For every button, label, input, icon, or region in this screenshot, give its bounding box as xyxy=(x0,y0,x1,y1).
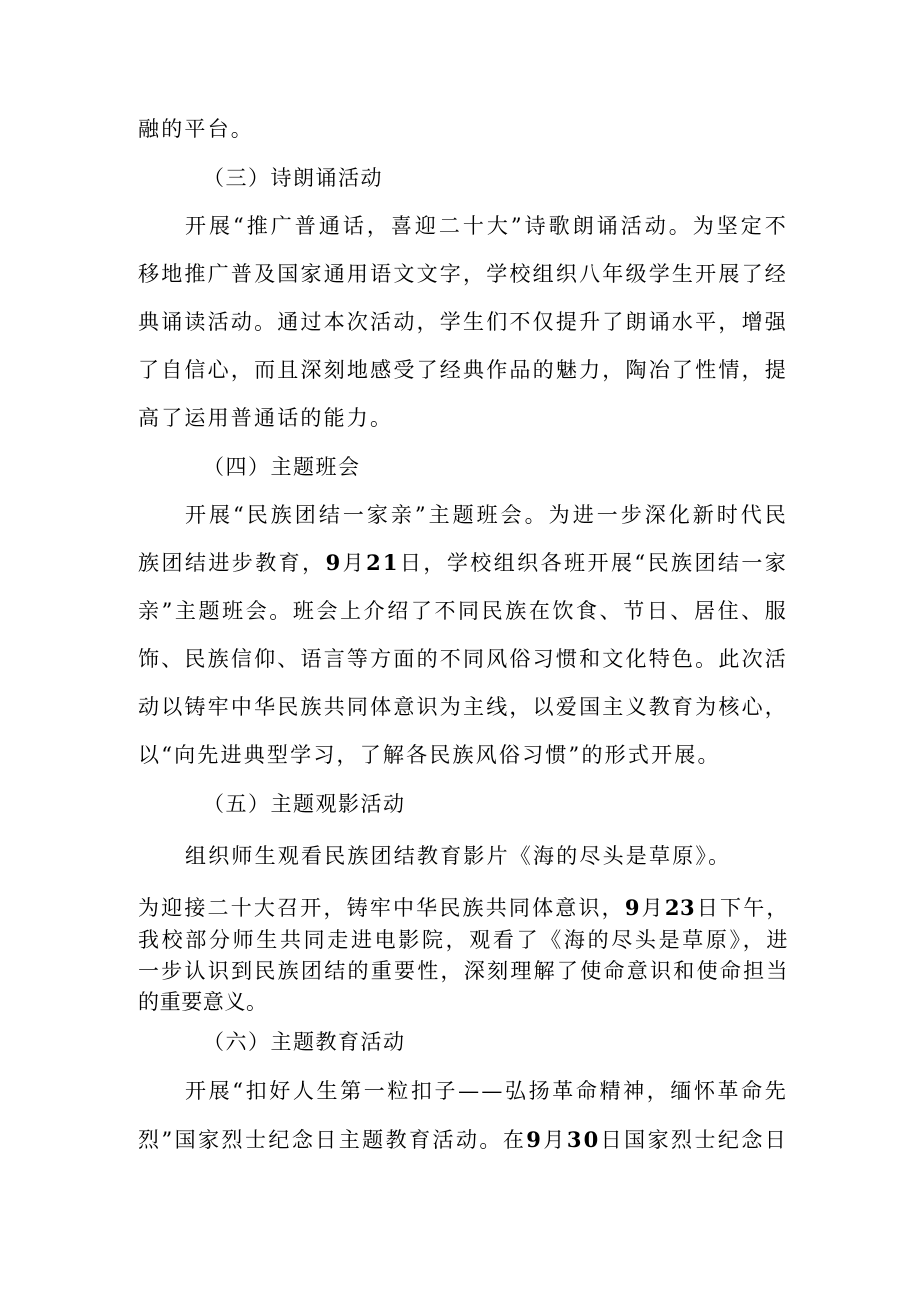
section-three-line-3: 典诵读活动。通过本次活动，学生们不仅提升了朗诵水平，增强 xyxy=(138,310,788,334)
section-four-line-2 xyxy=(138,548,788,578)
section-four-line-5: 动以铸牢中华民族共同体意识为主线，以爱国主义教育为核心， xyxy=(138,695,788,719)
section-six-heading: （六）主题教育活动 xyxy=(203,1030,406,1054)
section-three-line-4: 了自信心，而且深刻地感受了经典作品的魅力，陶冶了性情，提 xyxy=(138,358,788,382)
section-three-line-2: 移地推广普及国家通用语文文字，学校组织八年级学生开展了经 xyxy=(138,262,788,286)
section-five-line-1: 组织师生观看民族团结教育影片《海的尽头是草原》。 xyxy=(185,844,732,868)
paragraph-tail-line: 融的平台。 xyxy=(138,117,254,141)
section-four-line-2-text-a: 族团结进步教育， xyxy=(138,551,326,575)
section-four-line-2-text-c: 日，学校组织各班开展“民族团结一家 xyxy=(399,551,788,575)
section-six-day-number: 30 xyxy=(566,1127,601,1152)
section-four-line-6: 以“向先进典型学习，了解各民族风俗习惯”的形式开展。 xyxy=(138,743,721,767)
section-three-heading: （三）诗朗诵活动 xyxy=(203,166,383,190)
section-three-line-5: 高了运用普通话的能力。 xyxy=(138,406,394,430)
section-five-line-2 xyxy=(138,893,788,923)
section-four-heading: （四）主题班会 xyxy=(203,455,361,479)
section-six-line-2-text-a: 烈”国家烈士纪念日主题教育活动。在 xyxy=(138,1128,527,1152)
section-four-line-4: 饰、民族信仰、语言等方面的不同风俗习惯和文化特色。此次活 xyxy=(138,647,788,671)
section-four-line-1: 开展“民族团结一家亲”主题班会。为进一步深化新时代民 xyxy=(185,503,788,527)
section-four-line-3: 亲”主题班会。班会上介绍了不同民族在饮食、节日、居住、服 xyxy=(138,599,788,623)
section-six-line-2 xyxy=(138,1125,788,1155)
section-five-line-2-text-c: 日下午， xyxy=(695,896,788,920)
section-five-line-3: 我校部分师生共同走进电影院，观看了《海的尽头是草原》，进 xyxy=(138,928,788,952)
section-five-month-char: 月 xyxy=(640,896,665,920)
section-three-line-1: 开展“推广普通话，喜迎二十大”诗歌朗诵活动。为坚定不 xyxy=(185,214,788,238)
section-five-line-2-text-a: 为迎接二十大召开，铸牢中华民族共同体意识， xyxy=(138,896,625,920)
section-five-month-number: 9 xyxy=(624,895,641,920)
section-four-day-number: 21 xyxy=(366,550,400,575)
section-six-month-char: 月 xyxy=(543,1128,567,1152)
section-six-line-1: 开展“扣好人生第一粒扣子——弘扬革命精神，缅怀革命先 xyxy=(185,1079,788,1103)
section-five-heading: （五）主题观影活动 xyxy=(203,792,406,816)
section-four-month-char: 月 xyxy=(342,551,367,575)
section-four-month-number: 9 xyxy=(325,550,343,575)
section-five-line-4: 一步认识到民族团结的重要性，深刻理解了使命意识和使命担当 xyxy=(138,959,788,983)
section-five-line-5: 的重要意义。 xyxy=(138,990,268,1014)
section-six-line-2-text-c: 日国家烈士纪念日 xyxy=(600,1128,788,1152)
section-six-month-number: 9 xyxy=(526,1127,544,1152)
section-five-day-number: 23 xyxy=(664,895,696,920)
